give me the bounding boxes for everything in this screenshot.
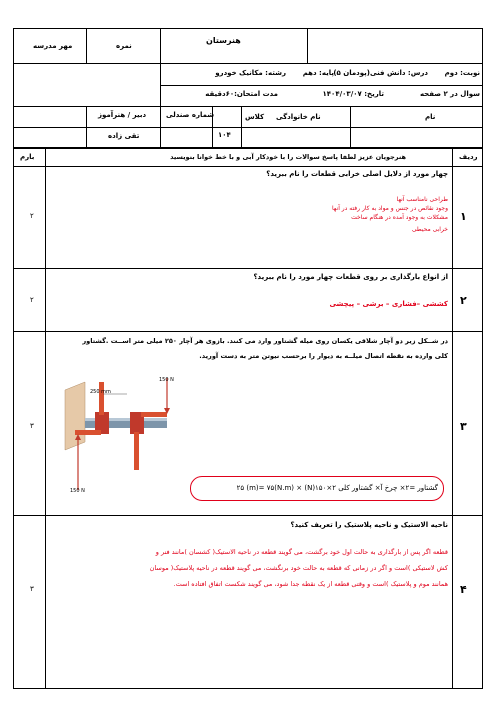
header-line-1: [13, 63, 483, 64]
question-1-number: ۱: [460, 210, 467, 223]
figure-arm: 250 mm: [90, 389, 111, 395]
header-divider-1: [86, 28, 87, 63]
teacher-value: تقی زاده: [108, 132, 140, 140]
exam-pages: سوال در ۲ صفحه: [419, 90, 480, 98]
question-3-figure: [55, 372, 175, 497]
row-line-2: [13, 331, 483, 332]
question-1-answer-3: مشکلات به وجود آمده در هنگام ساخت: [351, 214, 448, 221]
wall-side: [65, 382, 85, 450]
class-value: ۱۰۴: [218, 131, 231, 139]
exam-date: تاریخ: ۱۴۰۴/۰۳/۰۷: [322, 90, 384, 98]
question-3-number: ۳: [460, 420, 467, 433]
row-number-column-line: [452, 148, 453, 689]
wrench-1-handle: [99, 382, 104, 415]
header-line-4: [13, 127, 483, 128]
seat-label: شماره صندلی: [166, 111, 215, 119]
header-divider-3: [307, 28, 308, 63]
exam-turn: نوبت: دوم: [444, 69, 480, 77]
exam-lesson: درس: دانش فنی(پودمان ۵): [333, 69, 428, 77]
exam-level: پایه: دهم: [302, 69, 334, 77]
header-line-3: [13, 106, 483, 107]
question-4-answer-line-1: قطعه اگر پس از بارگذاری به حالت اول خود برگشت، می گویند قطعه در ناحیه الاستیک( کشسان )مانند فنر و: [155, 548, 448, 556]
question-1-score: ۲: [30, 212, 34, 220]
header-line-2: [160, 85, 483, 86]
question-4-answer-line-2: کش لاستیکی )است و اگر در زمانی که قطعه به حالت خود برنگشت، می گویند قطعه در ناحیه پلاستیک( موسان: [149, 564, 448, 572]
row-line-3: [13, 515, 483, 516]
question-3-text-line-2: کلی وارده به نقطه اتصال میلــه به دیوار را برحسب نیوتن متر به دست آورید.: [199, 352, 448, 360]
question-2-number: ۲: [460, 294, 467, 307]
figure-force-top: 150 N: [159, 377, 174, 383]
question-2-text: از انواع بارگذاری بر روی قطعات چهار مورد را نام ببرید؟: [253, 273, 448, 281]
school-stamp-label: مهر مدرسه: [33, 42, 73, 50]
grade-label: نمره: [116, 42, 132, 50]
header-divider-5: [160, 63, 161, 148]
header-divider-8: [350, 106, 351, 148]
question-4-text: ناحیه الاستیک و ناحیه پلاستیک را تعریف کنید؟: [290, 521, 448, 529]
question-2-score: ۲: [30, 296, 34, 304]
wrench-2-handle: [134, 432, 139, 470]
question-4-score: ۳: [30, 585, 34, 593]
score-column-line: [45, 148, 46, 689]
teacher-label: دبیر / هنرآموز: [98, 111, 147, 119]
name-label: نام: [425, 113, 436, 121]
table-header-line: [13, 166, 483, 167]
question-4-number: ۴: [460, 583, 467, 596]
school-title: هنرستان: [206, 36, 241, 45]
question-3-answer: گشتاور =۲× چرخ آ× گشتاور کلی ۲×۱۵۰(N) × ۲۵ (m)= ۷۵(N.m): [236, 484, 438, 492]
table-instruction: هنرجویان عزیز لطفا پاسخ سوالات را با خودکار آبی و با خط خوانا بنویسید: [170, 153, 406, 161]
wrench-1-arm: [75, 430, 101, 435]
family-label: نام خانوادگی: [276, 113, 321, 121]
header-divider-7: [241, 106, 242, 148]
row-column-header: ردیف: [459, 153, 478, 161]
exam-field: رشته: مکانیک خودرو: [215, 69, 286, 77]
header-divider-2: [160, 28, 161, 63]
question-1-answer-2: وجود نقائص در جنس و مواد به کار رفته در آنها: [331, 205, 448, 212]
question-3-score: ۳: [30, 422, 34, 430]
class-label: کلاس: [245, 113, 265, 121]
question-4-answer-line-3: همانند موم و پلاستیک )است و وقتی قطعه از یک نقطه جدا شود، می گویند شکست اتفاق افتاده است.: [173, 580, 448, 588]
question-1-answer-4: خرابی محیطی: [411, 226, 448, 233]
question-1-answer-1: طراحی نامناسب آنها: [396, 196, 448, 203]
header-divider-4: [86, 106, 87, 148]
figure-force-bottom: 150 N: [70, 488, 85, 494]
header-frame: [13, 28, 483, 148]
score-column-header: بارم: [20, 153, 35, 161]
question-1-text: چهار مورد از دلایل اصلی خرابی قطعات را نام ببرید؟: [266, 170, 448, 178]
wrench-2-arm: [141, 412, 167, 417]
question-2-answer: کششی –فشاری – برشی – پیچشی: [329, 300, 448, 308]
row-line-1: [13, 268, 483, 269]
shaft-wrench-illustration: [55, 372, 175, 497]
exam-duration: مدت امتحان:۶۰دقیقه: [205, 90, 278, 98]
question-3-text-line-1: در شــکل زیر دو آچار شلاقی یکسان روی میله گشتاور وارد می کنند. بازوی هر آچار ۲۵۰ میلی متر اســت .گشتاور: [82, 337, 448, 345]
